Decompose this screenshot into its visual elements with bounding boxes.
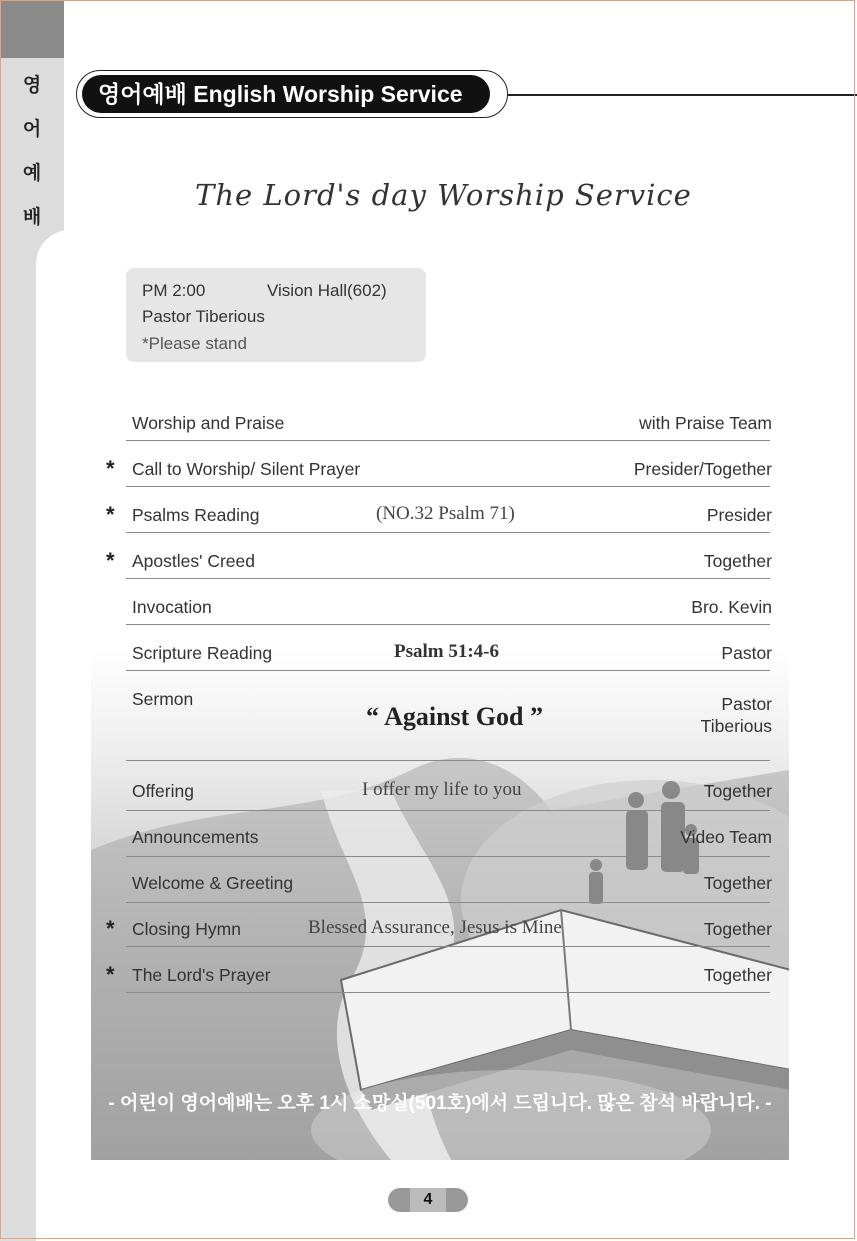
order-item-label: Apostles' Creed [132, 551, 255, 571]
sidebar-char: 배 [22, 207, 42, 228]
order-item-label: Announcements [132, 827, 259, 847]
order-item-leader: Together [703, 551, 772, 571]
order-item-label: Offering [132, 781, 194, 801]
order-item-leader: Pastor [721, 643, 772, 663]
page-title: The Lord's day Worship Service [195, 178, 692, 212]
order-item-detail: Blessed Assurance, Jesus is Mine [308, 917, 562, 938]
order-item-leader: with Praise Team [639, 413, 772, 433]
order-item-label: Scripture Reading [132, 643, 273, 663]
order-item-label: Sermon [132, 689, 194, 709]
service-time: PM 2:00 [142, 281, 206, 300]
children-service-note: - 어린이 영어예배는 오후 1시 소망실(501호)에서 드립니다. 많은 참석 바랍니다. - [108, 1093, 772, 1114]
order-item-label: The Lord's Prayer [132, 965, 271, 985]
order-item-leader: Bro. Kevin [691, 597, 772, 617]
page-body-curve [36, 230, 96, 1241]
order-item-leader: Together [703, 919, 772, 939]
order-item-label: Call to Worship/ Silent Prayer [132, 459, 361, 479]
order-item-label: Worship and Praise [132, 413, 285, 433]
order-item-label: Invocation [132, 597, 212, 617]
order-row [126, 868, 770, 903]
sidebar-char: 어 [22, 119, 42, 140]
order-row [126, 960, 770, 993]
order-item-leader: Presider/Together [633, 459, 772, 479]
sidebar-char: 예 [22, 163, 42, 184]
service-pastor: Pastor Tiberious [142, 307, 265, 326]
order-row [126, 546, 770, 579]
order-item-label: Closing Hymn [132, 919, 241, 939]
order-row [126, 408, 770, 441]
order-row [126, 684, 770, 761]
stand-marker: * [106, 962, 115, 987]
order-item-leader: Together [703, 781, 772, 801]
header-rule [508, 94, 857, 96]
stand-note: *Please stand [142, 334, 247, 353]
order-row [126, 592, 770, 625]
sermon-title: “ Against God ” [366, 702, 543, 731]
sidebar-char: 영 [22, 75, 42, 96]
service-location: Vision Hall(602) [267, 281, 387, 300]
order-item-leader: Presider [706, 505, 772, 525]
order-row [126, 822, 770, 857]
order-item-leader: Pastor [721, 694, 772, 714]
order-row [126, 500, 770, 533]
order-item-leader: Video Team [680, 827, 772, 847]
order-item-detail: Psalm 51:4-6 [394, 641, 500, 662]
section-header: 영어예배 English Worship Service [82, 75, 490, 113]
order-item-label: Welcome & Greeting [132, 873, 294, 893]
order-item-leader: Tiberious [700, 716, 772, 736]
order-row [126, 638, 770, 671]
stand-marker: * [106, 502, 115, 527]
order-row [126, 776, 770, 811]
page-number: 4 [410, 1188, 446, 1212]
order-item-label: Psalms Reading [132, 505, 260, 525]
stand-marker: * [106, 456, 115, 481]
order-item-leader: Together [703, 965, 772, 985]
order-item-leader: Together [703, 873, 772, 893]
stand-marker: * [106, 916, 115, 941]
order-row [126, 454, 770, 487]
order-item-detail: I offer my life to you [362, 779, 522, 800]
stand-marker: * [106, 548, 115, 573]
order-row [126, 914, 770, 947]
order-item-detail: (NO.32 Psalm 71) [376, 503, 515, 524]
sidebar-top-block [0, 0, 64, 58]
